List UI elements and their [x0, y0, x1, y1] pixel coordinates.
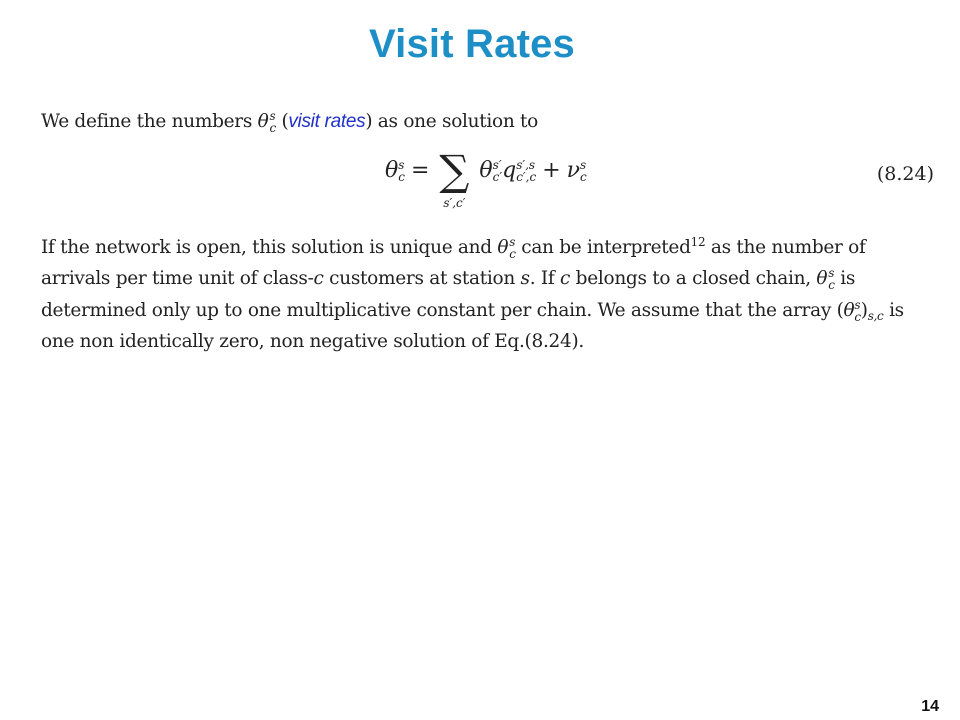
intro-paragraph — [41, 106, 934, 137]
equation-theta-term: θ s′ c′ q s′,s c′,c — [479, 157, 537, 184]
equation-q-term: q — [502, 158, 517, 183]
equation-number: (8.24) — [876, 163, 934, 185]
class-variable: c — [560, 268, 571, 290]
intro-text-start: We define the numbers — [41, 111, 258, 132]
sigma-symbol: ∑ — [439, 146, 470, 195]
slide-title: Visit Rates — [368, 22, 575, 66]
visit-rate-symbol: θ s c — [497, 234, 516, 261]
array-expression: (θ s c )$_{s,c}$ — [836, 297, 884, 324]
station-variable: s — [520, 268, 530, 290]
sum-limits: s′,c′ — [443, 196, 466, 210]
visit-rate-symbol: θ s c — [257, 108, 276, 135]
visit-rate-symbol: θ s c — [816, 265, 835, 292]
intro-text-end: ) as one solution to — [365, 111, 539, 132]
summation — [439, 146, 470, 210]
intro-paren-open: ( — [275, 111, 289, 132]
footnote-marker: 12 — [690, 235, 706, 249]
equation-nu-term: ν s c — [566, 157, 587, 184]
class-variable: c — [313, 268, 324, 290]
page-number: 14 — [921, 698, 939, 715]
equation-lhs: θ s c — [385, 157, 405, 184]
equals-sign: = — [410, 158, 430, 183]
body-paragraph: If the network is open, this solution is unique and θ s c can be interpreted$^{12}$ as the number of arrivals per time unit of class-c customers at station s. If c belongs to a closed chain, θ s c is determined only up to one multiplicative constant per chain. We assume that the array (θ s c )$_{s,c}$ is one non identically zero, non negative solution of Eq.(8.24). — [41, 232, 934, 357]
plus-sign: + — [542, 158, 561, 183]
equation-8-24 — [385, 146, 587, 216]
visit-rates-term: visit rates — [288, 111, 366, 132]
